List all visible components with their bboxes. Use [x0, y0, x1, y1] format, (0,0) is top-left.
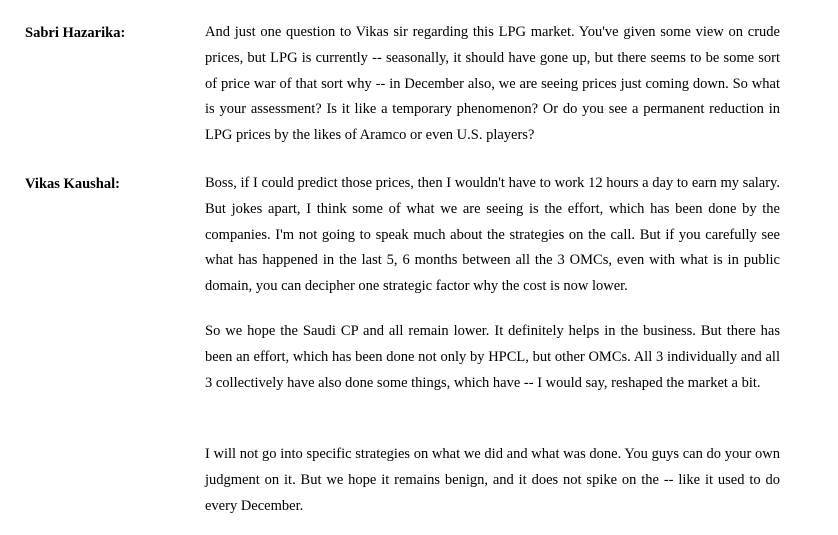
speech-text [205, 171, 780, 300]
speech-paragraph: So we hope the Saudi CP and all remain lower. It definitely helps in the business. But there has been an effort, which has been done not only by HPCL, but other OMCs. All 3 individually and all 3 collectively have also done some things, which have -- I would say, reshaped the market a bit. [205, 323, 780, 391]
speech-paragraph: Boss, if I could predict those prices, then I wouldn't have to work 12 hours a day to earn my salary. But jokes apart, I think some of what we are seeing is the effort, which has been done by the companies. I'm not going to speak much about the strategies on the call. But if you carefully see what has happened in the last 5, 6 months between all the 3 OMCs, even with what is in public domain, you can decipher one strategic factor why the cost is now lower. [205, 175, 780, 295]
speaker-name: Vikas Kaushal: [25, 176, 120, 192]
speaker-name: Sabri Hazarika: [25, 25, 126, 41]
speech-text [205, 20, 780, 149]
speech-paragraph: I will not go into specific strategies on what we did and what was done. You guys can do your own judgment on it. But we hope it remains benign, and it does not spike on the -- like it used to do every December. [205, 446, 780, 514]
speech-text [205, 442, 780, 519]
speech-text [205, 319, 780, 396]
speech-paragraph: And just one question to Vikas sir regarding this LPG market. You've given some view on crude prices, but LPG is currently -- seasonally, it should have gone up, but there seems to be some sort of price war of that sort why -- in December also, we are seeing prices just coming down. So what is your assessment? Is it like a temporary phenomenon? Or do you see a permanent reduction in LPG prices by the likes of Aramco or even U.S. players? [205, 24, 780, 144]
